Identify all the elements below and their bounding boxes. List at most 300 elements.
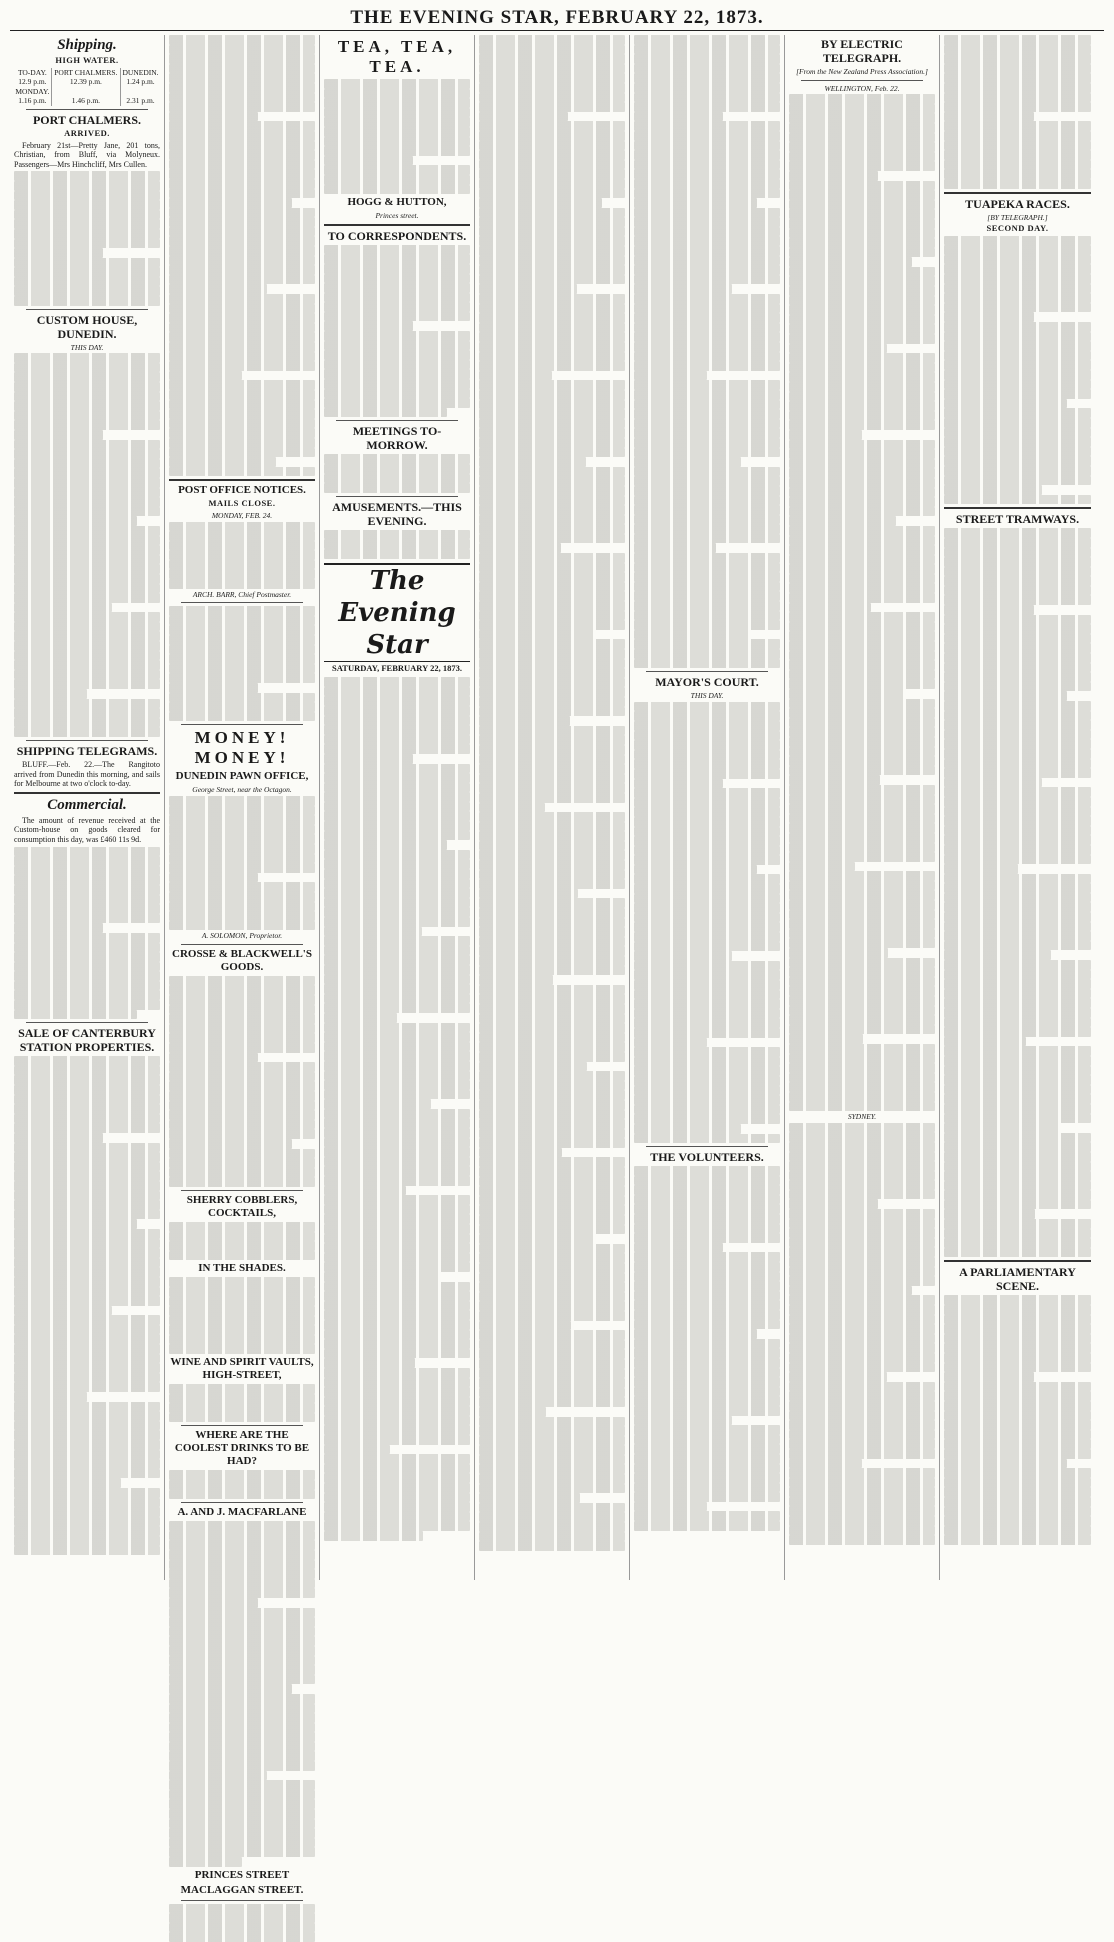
text-line — [14, 895, 160, 905]
text-line — [14, 1478, 121, 1488]
text-line — [169, 150, 315, 160]
text-line — [324, 898, 470, 908]
text-line — [169, 1043, 315, 1053]
text-line — [479, 428, 625, 438]
text-line — [479, 956, 625, 966]
text-line — [944, 1391, 1091, 1401]
text-line — [169, 673, 315, 683]
text-line — [634, 371, 707, 381]
tide-cell: 2.31 p.m. — [121, 96, 160, 106]
text-line — [324, 1521, 470, 1531]
text-line — [169, 531, 315, 541]
text-line — [789, 1247, 935, 1257]
text-line — [324, 706, 470, 716]
text-line — [169, 1799, 315, 1809]
text-line — [634, 711, 780, 721]
text-line — [169, 825, 315, 835]
text-line — [789, 248, 935, 258]
text-line — [479, 1186, 625, 1196]
text-line — [479, 496, 625, 506]
text-line — [634, 827, 780, 837]
text-block — [324, 79, 470, 194]
text-line — [944, 428, 1091, 438]
text-line — [944, 672, 1091, 682]
text-line — [634, 236, 780, 246]
text-line — [169, 1713, 315, 1723]
text-line — [14, 1191, 160, 1201]
text-line — [789, 238, 935, 248]
text-line — [479, 707, 625, 717]
text-line — [169, 1694, 315, 1704]
text-line — [479, 419, 625, 429]
text-line — [789, 1228, 935, 1238]
text-line — [634, 1502, 707, 1512]
text-line — [789, 420, 935, 430]
text-line — [789, 1142, 935, 1152]
text-line — [169, 1704, 315, 1714]
text-line — [169, 1081, 315, 1091]
text-line — [479, 1071, 625, 1081]
text-line — [14, 1104, 160, 1114]
mails-day-label: MONDAY, FEB. 24. — [211, 510, 273, 520]
text-line — [944, 1018, 1091, 1028]
text-line — [14, 267, 160, 277]
text-line — [14, 1296, 160, 1306]
text-line — [169, 1251, 315, 1261]
text-line — [479, 841, 625, 851]
tide-cell: 1.46 p.m. — [51, 96, 120, 106]
text-line — [169, 1316, 315, 1326]
text-block — [169, 1384, 315, 1422]
text-line — [634, 1521, 780, 1531]
text-line — [324, 1032, 470, 1042]
text-line — [789, 890, 935, 900]
mails-close-label: MAILS CLOSE. — [208, 498, 276, 509]
text-line — [324, 1061, 470, 1071]
text-line — [789, 958, 935, 968]
text-line — [789, 1449, 935, 1459]
text-line — [789, 1286, 912, 1296]
arrived-label: ARRIVED. — [64, 127, 110, 138]
divider — [181, 1425, 303, 1426]
text-line — [324, 321, 413, 331]
text-line — [789, 747, 935, 757]
pawn-office-title: DUNEDIN PAWN OFFICE, — [175, 770, 309, 783]
text-line — [14, 593, 160, 603]
tide-cell: MONDAY. — [15, 86, 50, 96]
text-block — [14, 1056, 160, 1555]
text-line — [169, 1598, 258, 1608]
text-line — [789, 142, 935, 152]
text-line — [169, 189, 315, 199]
text-line — [944, 1037, 1026, 1047]
text-line — [789, 315, 935, 325]
text-line — [169, 275, 315, 285]
divider — [646, 1146, 768, 1147]
text-line — [789, 938, 935, 948]
text-line — [789, 929, 935, 939]
text-line — [789, 641, 935, 651]
text-line — [789, 94, 935, 104]
text-line — [169, 616, 315, 626]
text-line — [789, 459, 935, 469]
tea-heading: TEA, TEA, TEA. — [337, 37, 457, 76]
text-line — [789, 1334, 935, 1344]
text-line — [944, 557, 1091, 567]
text-line — [479, 966, 625, 976]
text-line — [944, 778, 1042, 788]
page-masthead: THE EVENING STAR, FEBRUARY 22, 1873. — [350, 7, 764, 28]
columns — [10, 35, 1104, 1896]
text-line — [634, 659, 780, 669]
text-line — [479, 35, 625, 45]
text-line — [634, 1105, 780, 1115]
text-line — [944, 1334, 1091, 1344]
text-line — [479, 918, 625, 928]
text-line — [789, 1353, 935, 1363]
text-line — [789, 775, 880, 785]
text-line — [944, 586, 1091, 596]
text-line — [169, 834, 315, 844]
text-line — [789, 1324, 935, 1334]
text-line — [479, 1177, 625, 1187]
text-line — [944, 1468, 1091, 1478]
text-line — [634, 1057, 780, 1067]
text-line — [169, 1024, 315, 1034]
text-line — [479, 1263, 625, 1273]
text-line — [789, 411, 935, 421]
text-block — [789, 1123, 935, 1545]
text-line — [14, 1517, 160, 1527]
text-line — [324, 264, 470, 274]
text-line — [14, 1114, 160, 1124]
text-line — [944, 1478, 1091, 1488]
text-line — [324, 79, 470, 89]
text-line — [324, 331, 470, 341]
text-line — [14, 651, 160, 661]
text-line — [944, 576, 1091, 586]
text-line — [789, 795, 935, 805]
text-line — [479, 1205, 625, 1215]
column-5 — [630, 35, 785, 1580]
street-tramways-heading: STREET TRAMWAYS. — [955, 512, 1080, 527]
text-line — [634, 1204, 780, 1214]
text-line — [479, 64, 625, 74]
masthead-rule — [10, 30, 1104, 31]
tide-cell: 1.24 p.m. — [121, 77, 160, 87]
tide-cell: 12.9 p.m. — [18, 77, 47, 87]
text-line — [324, 725, 470, 735]
text-line — [169, 844, 315, 854]
text-line — [169, 1932, 315, 1942]
text-line — [789, 785, 935, 795]
text-line — [324, 1310, 470, 1320]
text-line — [634, 1047, 780, 1057]
text-line — [324, 1138, 470, 1148]
text-line — [789, 1439, 935, 1449]
text-line — [479, 1052, 625, 1062]
text-line — [479, 1033, 625, 1043]
text-line — [479, 1014, 625, 1024]
text-line — [789, 679, 935, 689]
text-line — [944, 332, 1091, 342]
text-line — [634, 649, 780, 659]
text-line — [634, 476, 780, 486]
text-line — [169, 1780, 315, 1790]
text-line — [169, 1490, 315, 1500]
text-line — [634, 227, 780, 237]
text-line — [169, 1149, 315, 1159]
text-line — [479, 591, 625, 601]
text-line — [789, 708, 935, 718]
text-block — [169, 1904, 315, 1942]
text-line — [14, 382, 160, 392]
text-line — [944, 399, 1067, 409]
text-line — [944, 1162, 1091, 1172]
text-line — [169, 1053, 258, 1063]
hogg-hutton-title: HOGG & HUTTON, — [347, 196, 447, 209]
text-line — [634, 131, 780, 141]
text-line — [324, 1243, 470, 1253]
text-block — [944, 528, 1091, 1257]
text-line — [479, 1042, 625, 1052]
text-line — [944, 893, 1091, 903]
text-line — [479, 265, 625, 275]
text-line — [789, 363, 935, 373]
text-line — [944, 1363, 1091, 1373]
text-line — [324, 1099, 431, 1109]
text-line — [789, 881, 935, 891]
text-line — [634, 438, 780, 448]
text-line — [324, 1262, 470, 1272]
text-line — [324, 369, 470, 379]
text-line — [944, 816, 1091, 826]
text-line — [14, 699, 160, 709]
text-line — [944, 1209, 1035, 1219]
text-line — [14, 401, 160, 411]
text-line — [944, 634, 1091, 644]
text-line — [479, 1388, 625, 1398]
text-line — [324, 464, 470, 474]
text-line — [634, 1243, 723, 1253]
text-line — [634, 1511, 780, 1521]
text-line — [944, 35, 1091, 45]
text-line — [479, 1148, 562, 1158]
text-line — [634, 515, 780, 525]
text-line — [634, 169, 780, 179]
mayors-court-heading: MAYOR'S COURT. — [655, 675, 759, 690]
text-line — [634, 1233, 780, 1243]
text-line — [789, 737, 935, 747]
text-line — [324, 1435, 470, 1445]
text-line — [479, 294, 625, 304]
text-line — [169, 1627, 315, 1637]
text-block — [169, 1521, 315, 1866]
text-line — [169, 208, 315, 218]
text-line — [324, 1157, 470, 1167]
text-line — [789, 1073, 935, 1083]
text-line — [324, 792, 470, 802]
text-line — [479, 467, 625, 477]
text-line — [789, 267, 935, 277]
divider — [944, 192, 1091, 194]
text-line — [324, 1166, 470, 1176]
text-line — [944, 1420, 1091, 1430]
divider — [26, 109, 148, 110]
text-line — [789, 574, 935, 584]
text-line — [479, 1004, 625, 1014]
text-line — [479, 371, 552, 381]
text-line — [634, 1387, 780, 1397]
text-block — [169, 522, 315, 589]
text-line — [944, 112, 1034, 122]
text-line — [169, 1129, 315, 1139]
text-line — [479, 678, 625, 688]
text-line — [479, 668, 625, 678]
text-line — [169, 863, 315, 873]
text-line — [634, 846, 780, 856]
text-line — [169, 1241, 315, 1251]
text-line — [944, 1411, 1091, 1421]
column-7 — [940, 35, 1095, 1580]
post-office-heading: POST OFFICE NOTICES. — [178, 484, 306, 497]
text-line — [14, 200, 160, 210]
text-line — [634, 246, 780, 256]
text-line — [14, 670, 160, 680]
text-line — [789, 1034, 863, 1044]
shipping-telegrams-heading: SHIPPING TELEGRAMS. — [16, 744, 158, 758]
text-line — [14, 1210, 160, 1220]
text-line — [479, 975, 553, 985]
text-line — [169, 645, 315, 655]
text-line — [634, 1272, 780, 1282]
text-line — [944, 322, 1091, 332]
text-line — [634, 990, 780, 1000]
text-line — [789, 1054, 935, 1064]
text-line — [14, 1095, 160, 1105]
text-line — [14, 990, 160, 1000]
text-line — [324, 283, 470, 293]
text-line — [634, 73, 780, 83]
text-line — [789, 257, 912, 267]
text-line — [944, 1066, 1091, 1076]
text-line — [14, 1267, 160, 1277]
telegraph-heading: BY ELECTRIC TELEGRAPH. — [821, 37, 903, 65]
text-line — [789, 392, 935, 402]
text-line — [479, 313, 625, 323]
text-line — [324, 137, 470, 147]
text-line — [479, 1301, 625, 1311]
text-line — [324, 859, 470, 869]
text-line — [324, 917, 470, 927]
text-line — [634, 35, 780, 45]
text-line — [789, 1516, 935, 1526]
text-line — [14, 219, 160, 229]
text-line — [169, 1656, 315, 1666]
text-line — [634, 275, 780, 285]
text-line — [479, 1340, 625, 1350]
text-line — [634, 970, 780, 980]
text-line — [324, 1224, 470, 1234]
text-line — [944, 1248, 1091, 1258]
text-line — [944, 284, 1091, 294]
shipping-heading: Shipping. — [57, 37, 117, 53]
text-line — [944, 595, 1091, 605]
text-line — [14, 286, 160, 296]
text-line — [634, 121, 780, 131]
text-line — [944, 83, 1091, 93]
text-line — [324, 389, 470, 399]
text-line — [944, 548, 1091, 558]
text-line — [169, 1344, 315, 1354]
text-line — [479, 515, 625, 525]
text-line — [634, 1086, 780, 1096]
text-line — [324, 1445, 390, 1455]
text-line — [634, 505, 780, 515]
text-line — [324, 1003, 470, 1013]
text-line — [479, 323, 625, 333]
text-line — [479, 879, 625, 889]
text-line — [944, 141, 1091, 151]
text-line — [634, 553, 780, 563]
text-line — [479, 438, 625, 448]
text-line — [14, 708, 160, 718]
text-block — [324, 530, 470, 559]
text-line — [169, 550, 315, 560]
text-line — [169, 352, 315, 362]
text-line — [634, 208, 780, 218]
text-line — [634, 865, 757, 875]
text-line — [789, 718, 935, 728]
text-line — [944, 624, 1091, 634]
text-line — [789, 305, 935, 315]
text-line — [479, 831, 625, 841]
text-line — [634, 1483, 780, 1493]
text-line — [324, 1339, 470, 1349]
text-line — [634, 141, 780, 151]
text-line — [944, 1343, 1091, 1353]
text-line — [944, 1353, 1091, 1363]
text-line — [789, 526, 935, 536]
text-line — [944, 360, 1091, 370]
text-line — [169, 1072, 315, 1082]
text-line — [169, 313, 315, 323]
text-line — [944, 720, 1091, 730]
text-line — [324, 994, 470, 1004]
text-line — [169, 1384, 315, 1394]
commercial-heading: Commercial. — [47, 796, 127, 813]
text-line — [789, 1411, 935, 1421]
text-line — [789, 430, 862, 440]
text-line — [169, 1394, 315, 1404]
text-line — [324, 850, 470, 860]
text-line — [324, 1358, 415, 1368]
text-line — [944, 1315, 1091, 1325]
text-line — [479, 380, 625, 390]
text-line — [789, 536, 935, 546]
text-line — [169, 1177, 315, 1187]
text-line — [944, 989, 1091, 999]
text-line — [634, 1464, 780, 1474]
text-line — [789, 276, 935, 286]
text-line — [789, 1343, 935, 1353]
text-line — [324, 927, 422, 937]
text-line — [324, 1147, 470, 1157]
text-line — [634, 390, 780, 400]
text-line — [634, 342, 780, 352]
text-line — [479, 1407, 546, 1417]
text-line — [944, 711, 1091, 721]
